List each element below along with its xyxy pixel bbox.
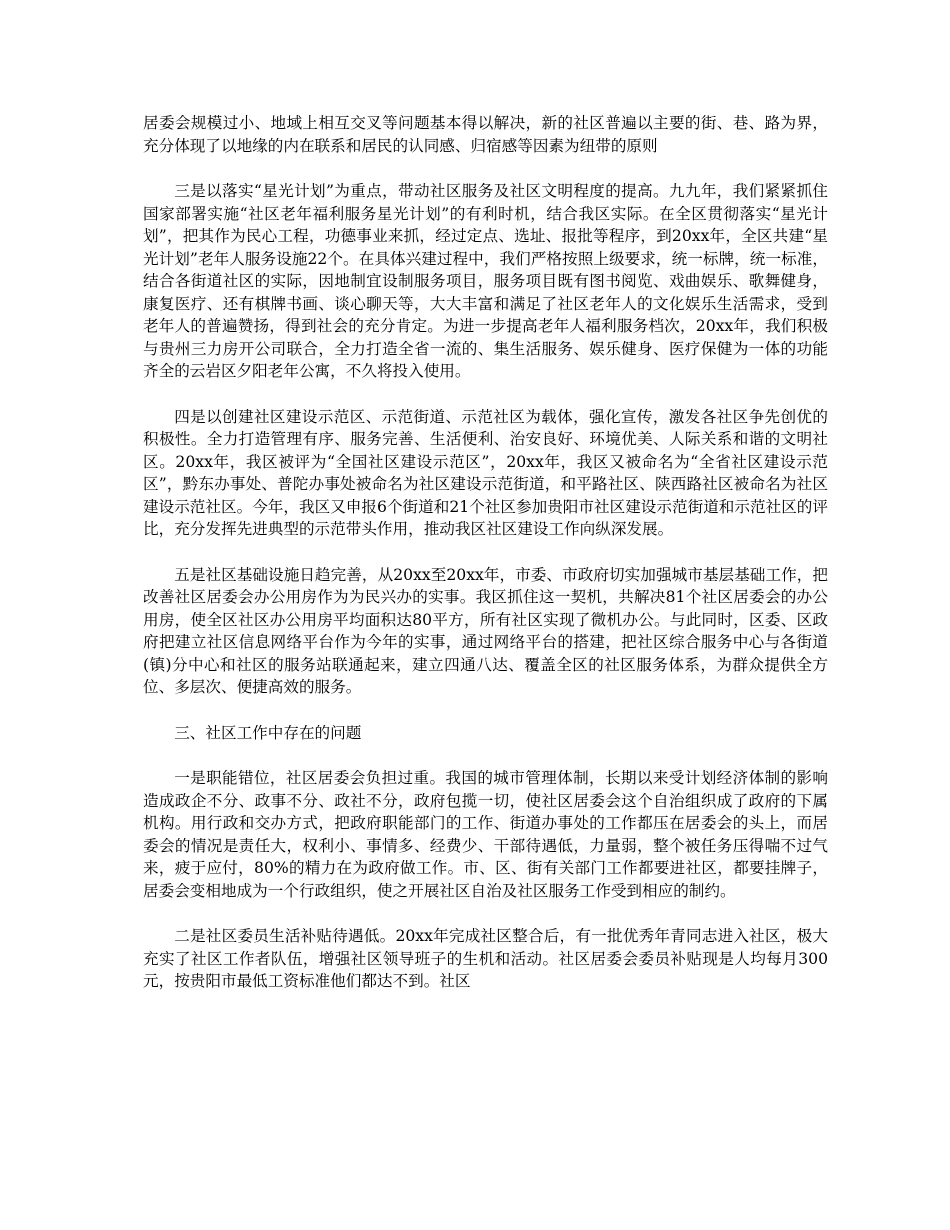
paragraph-5: 一是职能错位，社区居委会负担过重。我国的城市管理体制，长期以来受计划经济体制的影响造成政企不分、政事不分、政社不分，政府包揽一切，使社区居委会这个自治组织成了政府的下属机构。用行政和交办方式，把政府职能部门的工作、街道办事处的工作都压在居委会的头上，而居委会的情况是责任大，权利小、事情多、经费少、干部待遇低，力量弱，整个被任务压得喘不过气来，疲于应付，80%的精力在为政府做工作。市、区、街有关部门工作都要进社区，都要挂牌子，居委会变相地成为一个行政组织，使之开展社区自治及社区服务工作受到相应的制约。: [143, 769, 828, 900]
paragraph-2: 三是以落实“星光计划”为重点，带动社区服务及社区文明程度的提高。九九年，我们紧紧抓住国家部署实施“社区老年福利服务星光计划”的有利时机，结合我区实际。在全区贯彻落实“星光计划”，把其作为民心工程，功德事业来抓，经过定点、选址、报批等程序，到20xx年，全区共建“星光计划”老年人服务设施22个。在具体兴建过程中，我们严格按照上级要求，统一标牌，统一标准，结合各街道社区的实际，因地制宜设制服务项目，服务项目既有图书阅览、戏曲娱乐、歌舞健身，康复医疗、还有棋牌书画、谈心聊天等，大大丰富和满足了社区老年人的文化娱乐生活需求，受到老年人的普遍赞扬，得到社会的充分肯定。为进一步提高老年人福利服务档次，20xx年，我们积极与贵州三力房开公司联合，全力打造全省一流的、集生活服务、娱乐健身、医疗保健为一体的功能齐全的云岩区夕阳老年公寓，不久将投入使用。: [143, 182, 828, 380]
paragraph-3: 四是以创建社区建设示范区、示范街道、示范社区为载体，强化宣传，激发各社区争先创优的积极性。全力打造管理有序、服务完善、生活便利、治安良好、环境优美、人际关系和谐的文明社区。20xx年，我区被评为“全国社区建设示范区”，20xx年，我区又被命名为“全省社区建设示范区”，黔东办事处、普陀办事处被命名为社区建设示范街道，和平路社区、陕西路社区被命名为社区建设示范社区。今年，我区又申报6个街道和21个社区参加贵阳市社区建设示范街道和示范社区的评比，充分发挥先进典型的示范带头作用，推动我区社区建设工作向纵深发展。: [143, 407, 828, 538]
paragraph-4: 五是社区基础设施日趋完善，从20xx至20xx年，市委、市政府切实加强城市基层基础工作，把改善社区居委会办公用房作为为民兴办的实事。我区抓住这一契机，共解决81个社区居委会的办公用房，使全区社区办公用房平均面积达80平方，所有社区实现了微机办公。与此同时，区委、区政府把建立社区信息网络平台作为今年的实事，通过网络平台的搭建，把社区综合服务中心与各街道(镇)分中心和社区的服务站联通起来，建立四通八达、覆盖全区的社区服务体系，为群众提供全方位、多层次、便捷高效的服务。: [143, 565, 828, 696]
document-page: [143, 112, 828, 1016]
section-heading: 三、社区工作中存在的问题: [174, 723, 362, 742]
paragraph-6: 二是社区委员生活补贴待遇低。20xx年完成社区整合后，有一批优秀年青同志进入社区，极大充实了社区工作者队伍，增强社区领导班子的生机和活动。社区居委会委员补贴现是人均每月300元，按贵阳市最低工资标准他们都达不到。社区: [143, 927, 828, 990]
paragraph-1: 居委会规模过小、地域上相互交叉等问题基本得以解决，新的社区普遍以主要的街、巷、路为界，充分体现了以地缘的内在联系和居民的认同感、归宿感等因素为纽带的原则: [143, 114, 828, 155]
